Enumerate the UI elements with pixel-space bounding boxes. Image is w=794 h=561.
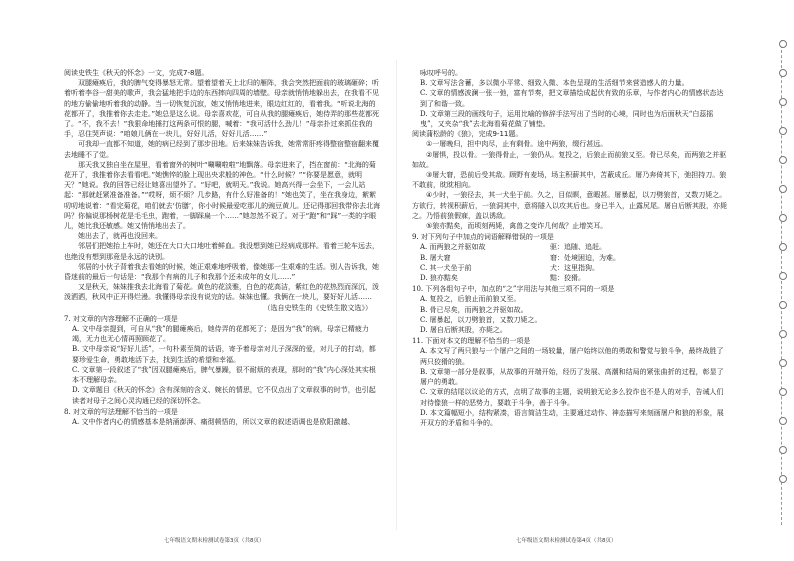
option-b: B. 骨已尽矣，而两狼之并驱如故。 bbox=[420, 305, 528, 314]
question-10 bbox=[412, 284, 730, 335]
binding-hole bbox=[779, 127, 787, 135]
passage-paragraph: 她出去了，就再也没回来。 bbox=[78, 232, 162, 241]
option-a: A. 文中作者内心的情感基本是纳涌澎湃、痛彻顿悟的，所以文章的叙述语调也是欧阳激越、 bbox=[72, 417, 355, 426]
question-9 bbox=[412, 232, 730, 283]
binding-hole bbox=[779, 272, 787, 280]
passage-paragraph: 可我却一直都不知道，她的病已经到了那步田地。后来妹妹告诉我，她常常肝疼得整宿整宿翻来覆去地睡不了觉。 bbox=[64, 140, 379, 159]
passage-paragraph: ③屠大窘，恐前后受其敌。顾野有麦场，场主积薪其中，苫蔽成丘。屠乃奔倚其下，弛担持刀。狼不敢前，眈眈相向。 bbox=[412, 171, 727, 190]
binding-hole bbox=[779, 185, 787, 193]
question-stem: 10. 下列各组句子中，加点的“之”字用法与其他三项不同的一项是 bbox=[412, 285, 615, 294]
binding-hole bbox=[779, 359, 787, 367]
passage-paragraph: 邻居的小伙子背着我去看她的时候，她正艰难地呼吸着，像她那一生艰难的生活。别人告诉我，她昏迷前的最后一句话是：“我那个有病的儿子和我那个还未成年的女儿……” bbox=[64, 262, 379, 282]
binding-hole bbox=[779, 69, 787, 77]
passage-paragraph: ②屠惧，投以骨。一狼得骨止，一狼仍从。复投之，后狼止而前狼又至。骨已尽矣，而两狼之并驱如故。 bbox=[412, 150, 727, 169]
option-a-meaning: 驱：追随、追赶。 bbox=[550, 243, 606, 252]
binding-hole bbox=[779, 156, 787, 164]
question-8 bbox=[64, 407, 382, 427]
binding-hole bbox=[779, 330, 787, 338]
passage-source: （选自史铁生的《史铁生散文选》） bbox=[263, 303, 372, 312]
left-page bbox=[64, 68, 382, 427]
passage-paragraph: 那天我又独自坐在屋里，看着窗外的树叶“唰唰啦啦”地飘落。母亲进来了，挡在窗前：“北海的菊花开了，我推着你去看看吧。”她憔悴的脸上现出央求般的神色。“什么时候？”“你要是愿意，就明天？”她说。我的回答已经让她喜出望外了。“好吧，就明天。”我说。她高兴得一会坐下，一会儿站起：“那就赶紧准备准备。”“哎呀，烦不烦？几步路，有什么好准备的！”她也笑了，坐在我身边，絮絮叨叨地说着：“看完菊花，咱们就去‘仿膳’，你小时候最爱吃那儿的豌豆黄儿。还记得那回我带你去北海吗？你偏说那杨树花是毛毛虫，跑着，一脚踩扁一个……”她忽然不说了。对于“跑”和“踩”一类的字眼儿，她比我还敏感。她又悄悄地出去了。 bbox=[64, 160, 381, 231]
question-stem: 9. 对下列句子中加点的词语解释错误的一项是 bbox=[412, 233, 554, 242]
passage-paragraph: 又是秋天，妹妹推我去北海看了菊花。黄色的花淡雅，白色的花高洁，紫红色的花热烈而深沉，泼泼洒洒，秋风中正开得烂漫。我懂得母亲没有说完的话。妹妹也懂。我俩在一块儿，要好好儿活…… bbox=[64, 283, 379, 302]
option-c-phrase: C. 其一犬坐于前 bbox=[420, 263, 472, 272]
option-a-phrase: A. 而两狼之并驱如故 bbox=[420, 243, 486, 252]
right-page bbox=[412, 68, 730, 428]
binding-hole bbox=[779, 40, 787, 48]
option-b-meaning: 窘：处境困迫，为难。 bbox=[550, 253, 620, 262]
passage-paragraph: ④少时，一狼径去，其一犬坐于前。久之，目似瞑，意暇甚。屠暴起，以刀劈狼首，又数刀毙之。方欲行，转视积薪后，一狼洞其中，意将隧入以攻其后也。身已半入，止露尻尾。屠自后断其股，亦毙之。乃悟前狼假寐，盖以诱敌。 bbox=[412, 191, 727, 220]
option-d-phrase: D. 狼亦黠矣 bbox=[420, 274, 458, 283]
option-d: D. 屠自后断其股，亦毙之。 bbox=[420, 326, 507, 335]
option-grid bbox=[412, 242, 730, 283]
reading-heading: 阅读蒲松龄的《狼》，完成9-11题。 bbox=[412, 130, 523, 139]
page-footer-left: 七年级语文期末检测试卷第3页（共8页） bbox=[164, 538, 265, 544]
option-b: B. 文章第一部分是叙事，从故事的开端开始，经历了发展、高潮和结局的紧张曲折的过程，彰显了屠户的勇敢。 bbox=[420, 367, 724, 387]
question-stem: 8. 对文章的写法理解不恰当的一项是 bbox=[64, 407, 178, 416]
binding-hole bbox=[779, 475, 787, 483]
option-c-meaning: 犬：这里指狗。 bbox=[550, 263, 599, 272]
reading-passage bbox=[64, 78, 382, 313]
passage-paragraph: ⑤狼亦黠矣，而顷刻两毙，禽兽之变诈几何哉？止增笑耳。 bbox=[426, 222, 608, 231]
option-b: B. 文中母亲说“好好儿活”，一句朴素至简的话语，寄予着母亲对儿子深深的爱，对儿子的打动，都要珍爱生命，勇敢地活下去，找到生活的希望和幸福。 bbox=[72, 345, 376, 364]
option-c: C. 文章的情感波澜一张一弛，富有节奏，把文章描绘成起伏有致的乐章，与作者内心的情感状态达到了和谐一致。 bbox=[420, 89, 724, 108]
binding-hole bbox=[779, 98, 787, 106]
reading-heading: 阅读史铁生《秋天的怀念》一文，完成7-8题。 bbox=[64, 69, 209, 77]
option-d-meaning: 黠：狡猾。 bbox=[550, 274, 585, 283]
option-d: D. 文章第三段的画线句子，运用比喻的修辞手法写出了当时的心境，同时也为后面秋天“白蕊摇曳”，又夹杂“我”去北海看菊花做了铺垫。 bbox=[420, 109, 714, 129]
binding-hole bbox=[779, 214, 787, 222]
question-11 bbox=[412, 336, 730, 428]
option-b-phrase: B. 屠大窘 bbox=[420, 253, 451, 262]
page-footer-right: 七年级语文期末检测试卷第4页（共8页） bbox=[516, 538, 617, 544]
binding-hole bbox=[779, 417, 787, 425]
binding-holes bbox=[782, 40, 784, 525]
page-divider bbox=[396, 60, 397, 530]
wolf-passage bbox=[412, 139, 730, 231]
option-a: A. 复投之，后狼止而前狼又至。 bbox=[420, 295, 521, 304]
binding-hole bbox=[779, 243, 787, 251]
option-a: A. 文中母亲提到，可自从“我”的腿瘫痪后，她侍弄的花都死了；是因为“我”的病，母亲已精疲力竭，无力也无心情再照顾花了。 bbox=[72, 325, 369, 344]
passage-paragraph: 邻居们把她抬上车时，她还在大口大口地吐着鲜血。我没想到她已经病成那样。看着三轮车远去，也绝没有想到那竟是永远的诀别。 bbox=[64, 242, 379, 261]
option-a: A. 本文写了两只狼与一个屠户之间的一场较量，屠户始终以他的勇敢和警觉与狼斗争，最终战胜了两只狡猾的狼。 bbox=[420, 347, 724, 366]
option-c: C. 文章第一段叙述了“我”因双腿瘫痪后，脾气暴躁，很不耐烦的表现，那时的“我”内心深处其实根本不理解母亲。 bbox=[72, 365, 376, 385]
option-c: C. 屠暴起，以刀劈狼首，又数刀毙之。 bbox=[420, 315, 542, 324]
binding-hole bbox=[779, 446, 787, 454]
option-d: D. 本文篇幅短小，结构紧凑，语言简洁生动，主要通过动作、神态描写来刻画屠户和狼的形象，展开双方的矛盾和斗争的。 bbox=[420, 408, 724, 427]
question-stem: 11. 下面对本文的理解不恰当的一项是 bbox=[412, 337, 531, 346]
binding-hole bbox=[779, 388, 787, 396]
option-d: D. 文章题目《秋天的怀念》含有深刻的含义、婉长的情思，它不仅点出了文章叙事的时节，也引起读者对母子之间心灵沟通已经的深切怀念。 bbox=[72, 386, 376, 405]
passage-paragraph: ①一屠晚归，担中肉尽，止有剩骨。途中两狼，缀行甚远。 bbox=[426, 140, 608, 149]
question-stem: 7. 对文章的内容理解不正确的一项是 bbox=[64, 314, 178, 323]
option-a-continuation: 咏叹呼号的。 bbox=[420, 69, 462, 77]
binding-hole bbox=[779, 301, 787, 309]
question-7 bbox=[64, 314, 382, 406]
option-b: B. 文章写法含蓄，多以微小平常、细致入微、本色呈现的生活细节来营造感人的力量。 bbox=[420, 79, 689, 88]
passage-paragraph: 双腿瘫痪后，我的脾气变得暴怒无常。望着望着天上北归的雁阵，我会突然把面前的玻璃砸碎；听着听着李谷一甜美的歌声，我会猛地把手边的东西摔向四周的墙壁。母亲就悄悄地躲出去，在我看不见的地方偷偷地听着我的动静。当一切恢复沉寂，她又悄悄地进来，眼边红红的，看着我。“听说北海的花都开了，我推着你去走走。”她总是这么说。母亲喜欢花，可自从我的腿瘫痪后，她侍弄的那些花都死了。“不，我不去！”我狠命地捶打这两条可恨的腿，喊着：“我可活什么劲儿！”母亲扑过来抓住我的手，忍住哭声说：“咱娘儿俩在一块儿，好好儿活，好好儿活……” bbox=[64, 79, 380, 139]
option-c: C. 文章的结尾以议论的方式，点明了故事的主题，说明狼无论多么狡诈也不是人的对手，告诫人们对待像狼一样的恶势力，要敢于斗争，善于斗争。 bbox=[420, 388, 724, 407]
